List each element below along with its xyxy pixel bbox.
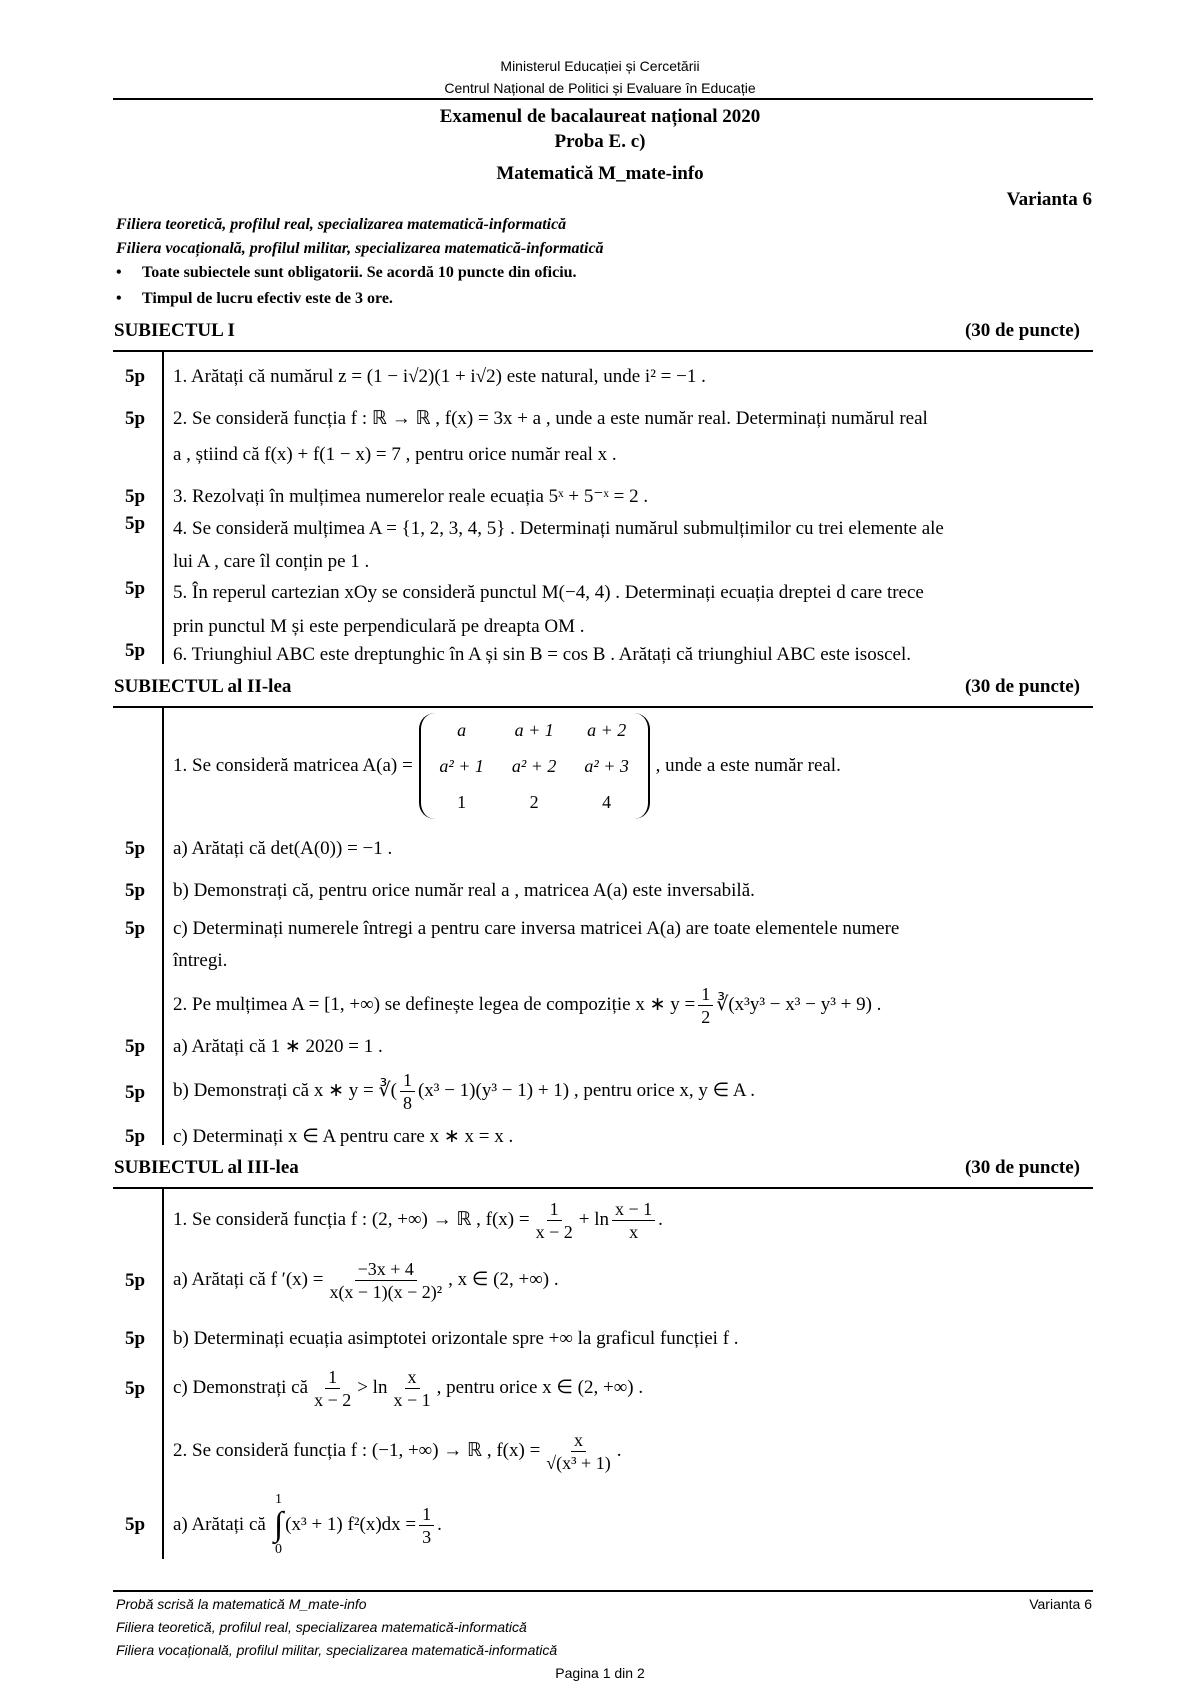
integral-lower-limit: 0 — [275, 1542, 282, 1557]
s3-p1-intro — [173, 1194, 1083, 1246]
s3-a1-tail: , x ∈ (2, +∞) . — [448, 1269, 559, 1290]
section-2-rule — [113, 706, 1093, 708]
proba-title: Proba E. c) — [554, 131, 646, 152]
fraction-numerator: x — [405, 1366, 420, 1389]
s2-p2-radical: ∛(x³y³ − x³ − y³ + 9) . — [716, 994, 882, 1015]
s3-p1-fraction-2 — [612, 1198, 655, 1243]
matrix-cell: 2 — [529, 792, 539, 812]
section-1-header — [114, 320, 1080, 342]
s1-q6-score: 5p — [125, 640, 146, 661]
s2-p2-lead: 2. Pe mulțimea A = [1, +∞) se definește legea de compoziție x ∗ y = — [173, 994, 696, 1015]
integral-symbol: ∫ — [273, 1506, 284, 1543]
s2-p1-tail: , unde a este număr real. — [655, 755, 841, 776]
fraction-numerator: −3x + 4 — [355, 1258, 417, 1281]
fraction-numerator: x — [571, 1429, 586, 1452]
fraction-denominator: √(x³ + 1) — [546, 1452, 611, 1473]
s3-c1-score: 5p — [125, 1378, 146, 1399]
s3-a1-score: 5p — [125, 1270, 146, 1291]
s2-c1-score: 5p — [125, 918, 146, 939]
integral-sign — [274, 1492, 283, 1558]
s3-b1: b) Determinați ecuația asimptotei orizontale spre +∞ la graficul funcției f . — [173, 1328, 739, 1349]
header-rule — [113, 98, 1093, 100]
fraction-denominator: 3 — [422, 1526, 432, 1547]
integral-upper-limit: 1 — [275, 1492, 282, 1507]
subject-title: Matematică M_mate-info — [496, 163, 704, 184]
matrix-cell: a² + 1 — [439, 756, 484, 776]
footer-variant: Varianta 6 — [1029, 1596, 1092, 1612]
footer-line-2: Filiera teoretică, profilul real, specializarea matematică-informatică — [116, 1619, 527, 1635]
fraction-denominator: x(x − 1)(x − 2)² — [329, 1281, 443, 1302]
section-2-header — [114, 676, 1080, 698]
intro-line-1: Filiera teoretică, profilul real, specializarea matematică-informatică — [116, 216, 567, 233]
s3-a2-lead: a) Arătați că — [173, 1514, 266, 1535]
s2-b1: b) Demonstrați că, pentru orice număr real a , matricea A(a) este inversabilă. — [173, 880, 755, 901]
footer-page: Pagina 1 din 2 — [555, 1665, 645, 1681]
s3-p2-fraction — [543, 1429, 613, 1474]
s2-c1-line-2: întregi. — [173, 950, 228, 971]
matrix-cell: a + 1 — [514, 720, 554, 740]
footer-rule — [113, 1590, 1093, 1592]
s3-a1-fraction — [326, 1258, 445, 1303]
fraction-denominator: x — [629, 1221, 639, 1242]
exam-title: Examenul de bacalaureat național 2020 — [439, 106, 761, 127]
s1-q1: 1. Arătați că numărul z = (1 − i√2)(1 + i√2) este natural, unde i² = −1 . — [173, 366, 706, 387]
matrix-cell: a — [457, 720, 467, 740]
s1-q3-score: 5p — [125, 486, 146, 507]
s3-a1-lead: a) Arătați că f ′(x) = — [173, 1269, 324, 1290]
s3-c1-tail: , pentru orice x ∈ (2, +∞) . — [436, 1377, 644, 1398]
s1-q4-score: 5p — [125, 513, 146, 534]
section-3-header — [114, 1157, 1080, 1179]
s2-b2-tail: (x³ − 1)(y³ − 1) + 1) , pentru orice x, y ∈ A . — [417, 1080, 756, 1101]
s1-q3: 3. Rezolvați în mulțimea numerelor reale ecuația 5ˣ + 5⁻ˣ = 2 . — [173, 486, 649, 507]
s1-q5-score: 5p — [125, 578, 146, 599]
s2-a2-score: 5p — [125, 1036, 146, 1057]
matrix-cell: 4 — [602, 792, 612, 812]
s1-q2-score: 5p — [125, 408, 146, 429]
s3-a2-score: 5p — [125, 1514, 146, 1535]
s3-p2-end: . — [616, 1440, 622, 1461]
intro-line-2: Filiera vocațională, profilul militar, specializarea matematică-informatică — [116, 240, 604, 257]
footer-line-3: Filiera vocațională, profilul militar, specializarea matematică-informatică — [116, 1642, 558, 1658]
s2-b2 — [173, 1066, 1083, 1116]
fraction-numerator: 1 — [400, 1069, 415, 1092]
fraction-denominator: x − 1 — [393, 1389, 431, 1410]
s1-q4-line-1: 4. Se consideră mulțimea A = {1, 2, 3, 4, 5} . Determinați numărul submulțimilor cu trei elemente ale — [173, 518, 944, 539]
s3-c1-fraction-2 — [390, 1366, 433, 1411]
intro-bullet-2: • Timpul de lucru efectiv este de 3 ore. — [116, 290, 393, 308]
section-2-bar — [162, 708, 164, 1145]
intro-bullet-1: • Toate subiectele sunt obligatorii. Se acordă 10 puncte din oficiu. — [116, 264, 577, 282]
matrix-a — [419, 713, 650, 819]
matrix-cell: a² + 2 — [511, 756, 557, 776]
s1-q4-line-2: lui A , care îl conțin pe 1 . — [173, 551, 370, 572]
section-3-title: SUBIECTUL al III-lea — [114, 1157, 299, 1178]
s1-q5-line-2: prin punctul M și este perpendiculară pe dreapta OM . — [173, 616, 585, 637]
fraction-denominator: x − 2 — [535, 1221, 573, 1242]
s1-q2-line-1: 2. Se consideră funcția f : ℝ → ℝ , f(x) = 3x + a , unde a este număr real. Determinați numărul real — [173, 408, 928, 429]
variant-label: Varianta 6 — [1006, 189, 1092, 210]
fraction-numerator: 1 — [419, 1503, 434, 1526]
s3-p2-lead: 2. Se consideră funcția f : (−1, +∞) → ℝ , f(x) = — [173, 1440, 541, 1461]
s1-q2-line-2: a , știind că f(x) + f(1 − x) = 7 , pentru orice număr real x . — [173, 444, 617, 465]
s2-p1-lead: 1. Se consideră matricea A(a) = — [173, 755, 413, 776]
s1-q5-line-1: 5. În reperul cartezian xOy se consideră punctul M(−4, 4) . Determinați ecuația dreptei d care trece — [173, 582, 924, 603]
section-3-bar — [162, 1189, 164, 1559]
fraction-numerator: 1 — [698, 983, 713, 1006]
s2-b2-fraction — [400, 1069, 415, 1114]
s3-b1-score: 5p — [125, 1328, 146, 1349]
s3-p1-end: . — [658, 1209, 663, 1230]
s1-q6: 6. Triunghiul ABC este dreptunghic în A și sin B = cos B . Arătați că triunghiul ABC este isoscel. — [173, 644, 911, 665]
s1-q1-score: 5p — [125, 366, 146, 387]
s3-a2-end: . — [437, 1514, 442, 1535]
section-2-title: SUBIECTUL al II-lea — [114, 676, 292, 697]
s3-c1-mid: > ln — [357, 1377, 388, 1398]
s3-c1-fraction-1 — [311, 1366, 354, 1411]
fraction-denominator: 8 — [402, 1092, 412, 1113]
section-1-title: SUBIECTUL I — [114, 320, 235, 341]
s2-b2-score: 5p — [125, 1082, 146, 1103]
matrix-cell: 1 — [457, 792, 467, 812]
s3-a2 — [173, 1490, 1083, 1560]
fraction-numerator: 1 — [547, 1198, 562, 1221]
s2-c1-line-1: c) Determinați numerele întregi a pentru care inversa matricei A(a) are toate elementele numere — [173, 918, 900, 939]
s2-a2: a) Arătați că 1 ∗ 2020 = 1 . — [173, 1036, 383, 1057]
s2-p2-intro — [173, 982, 1083, 1028]
s2-p1-intro — [173, 712, 1083, 820]
s3-c1-lead: c) Demonstrați că — [173, 1377, 309, 1398]
s2-b1-score: 5p — [125, 880, 146, 901]
section-1-rule — [113, 350, 1093, 352]
ministry-header: Ministerul Educației și Cercetării — [500, 58, 700, 74]
s2-a1-score: 5p — [125, 838, 146, 859]
section-3-points: (30 de puncte) — [964, 1157, 1080, 1178]
s2-c2: c) Determinați x ∈ A pentru care x ∗ x = x . — [173, 1126, 514, 1147]
fraction-denominator: 2 — [701, 1006, 711, 1027]
section-2-points: (30 de puncte) — [964, 676, 1080, 697]
section-1-bar — [162, 352, 164, 664]
fraction-numerator: x − 1 — [612, 1198, 655, 1221]
section-3-rule — [113, 1187, 1093, 1189]
s3-c1 — [173, 1362, 1083, 1414]
section-1-points: (30 de puncte) — [964, 320, 1080, 341]
fraction-numerator: 1 — [325, 1366, 340, 1389]
matrix-cell: a² + 3 — [584, 756, 629, 776]
s3-a2-body: (x³ + 1) f²(x)dx = — [285, 1514, 417, 1535]
s2-a1: a) Arătați că det(A(0)) = −1 . — [173, 838, 393, 859]
s2-c2-score: 5p — [125, 1126, 146, 1147]
s2-b2-lead: b) Demonstrați că x ∗ y = ∛( — [173, 1080, 397, 1101]
footer-line-1: Probă scrisă la matematică M_mate-info — [116, 1596, 367, 1612]
s3-a2-fraction — [419, 1503, 434, 1548]
s3-p1-fraction-1 — [533, 1198, 576, 1243]
matrix-cell: a + 2 — [587, 720, 627, 740]
s3-p1-lead: 1. Se consideră funcția f : (2, +∞) → ℝ , f(x) = — [173, 1209, 530, 1230]
s3-p2-intro — [173, 1424, 1083, 1478]
fraction-denominator: x − 2 — [314, 1389, 352, 1410]
s2-p2-fraction — [698, 983, 713, 1028]
s3-p1-mid: + ln — [578, 1209, 609, 1230]
s3-a1 — [173, 1252, 1083, 1308]
center-header: Centrul Național de Politici și Evaluare în Educație — [444, 80, 756, 96]
